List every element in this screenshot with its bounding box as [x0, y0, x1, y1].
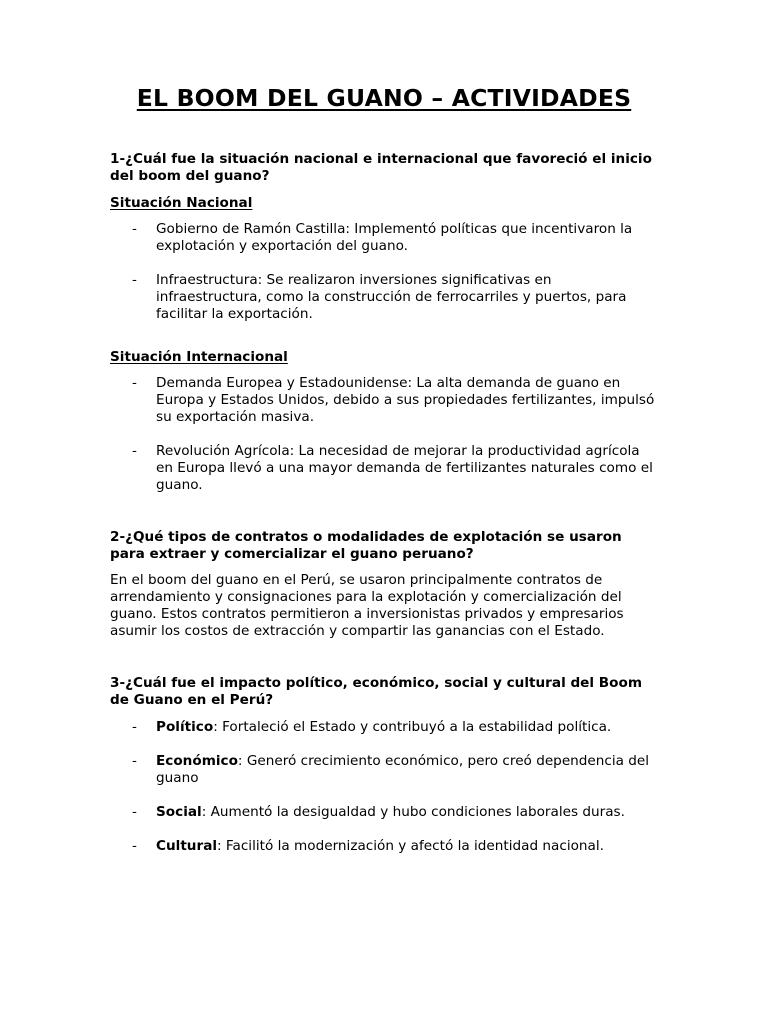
question-3-section: [110, 675, 658, 855]
question-1: 1-¿Cuál fue la situación nacional e internacional que favoreció el inicio del boom del guano?: [110, 151, 652, 184]
bullet-dash: -: [132, 804, 137, 820]
desc-cultural: : Facilitó la modernización y afectó la identidad nacional.: [217, 838, 604, 854]
list-item: [110, 443, 658, 494]
internacional-list: [110, 375, 658, 494]
list-item-social: [110, 804, 658, 821]
bullet-dash: -: [132, 272, 137, 288]
bullet-dash: -: [132, 375, 137, 391]
term-social: Social: [156, 804, 202, 820]
bullet-dash: -: [132, 443, 137, 459]
bullet-dash: -: [132, 221, 137, 237]
bullet-dash: -: [132, 838, 137, 854]
question-1-section: [110, 151, 658, 494]
list-item-economico: [110, 753, 658, 787]
list-item: [110, 375, 658, 426]
desc-social: : Aumentó la desigualdad y hubo condiciones laborales duras.: [201, 804, 625, 820]
list-item-politico: [110, 719, 658, 736]
list-item: [110, 272, 658, 323]
term-economico: Económico: [156, 753, 238, 769]
list-item: [110, 221, 658, 255]
desc-politico: : Fortaleció el Estado y contribuyó a la estabilidad política.: [213, 719, 612, 735]
bullet-dash: -: [132, 753, 137, 769]
list-item-text: Gobierno de Ramón Castilla: Implementó políticas que incentivaron la explotación y exportación del guano.: [156, 221, 633, 254]
nacional-list: [110, 221, 658, 323]
answer-2: En el boom del guano en el Perú, se usaron principalmente contratos de arrendamiento y consignaciones para la explotación y comercialización del guano. Estos contratos permitieron a inversionistas privados y empresarios asumir los costos de extracción y compartir las ganancias con el Estado.: [110, 572, 624, 639]
question-2: 2-¿Qué tipos de contratos o modalidades de explotación se usaron para extraer y comercializar el guano peruano?: [110, 529, 622, 562]
list-item-cultural: [110, 838, 658, 855]
term-cultural: Cultural: [156, 838, 218, 854]
document-title: EL BOOM DEL GUANO – ACTIVIDADES: [136, 84, 632, 112]
list-item-text: Revolución Agrícola: La necesidad de mejorar la productividad agrícola en Europa llevó a una mayor demanda de fertilizantes naturales como el guano.: [156, 443, 653, 493]
list-item-text: Demanda Europea y Estadounidense: La alta demanda de guano en Europa y Estados Unidos, debido a sus propiedades fertilizantes, impulsó su exportación masiva.: [156, 375, 655, 425]
question-3: 3-¿Cuál fue el impacto político, económico, social y cultural del Boom de Guano en el Perú?: [110, 675, 643, 708]
list-item-text: Infraestructura: Se realizaron inversiones significativas en infraestructura, como la construcción de ferrocarriles y puertos, para facilitar la exportación.: [156, 272, 627, 322]
heading-situacion-internacional: Situación Internacional: [110, 349, 288, 365]
bullet-dash: -: [132, 719, 137, 735]
impact-list: [110, 719, 658, 855]
heading-situacion-nacional: Situación Nacional: [110, 195, 253, 211]
question-2-section: [110, 529, 658, 640]
desc-economico: : Generó crecimiento económico, pero creó dependencia del guano: [156, 753, 650, 786]
term-politico: Político: [156, 719, 214, 735]
